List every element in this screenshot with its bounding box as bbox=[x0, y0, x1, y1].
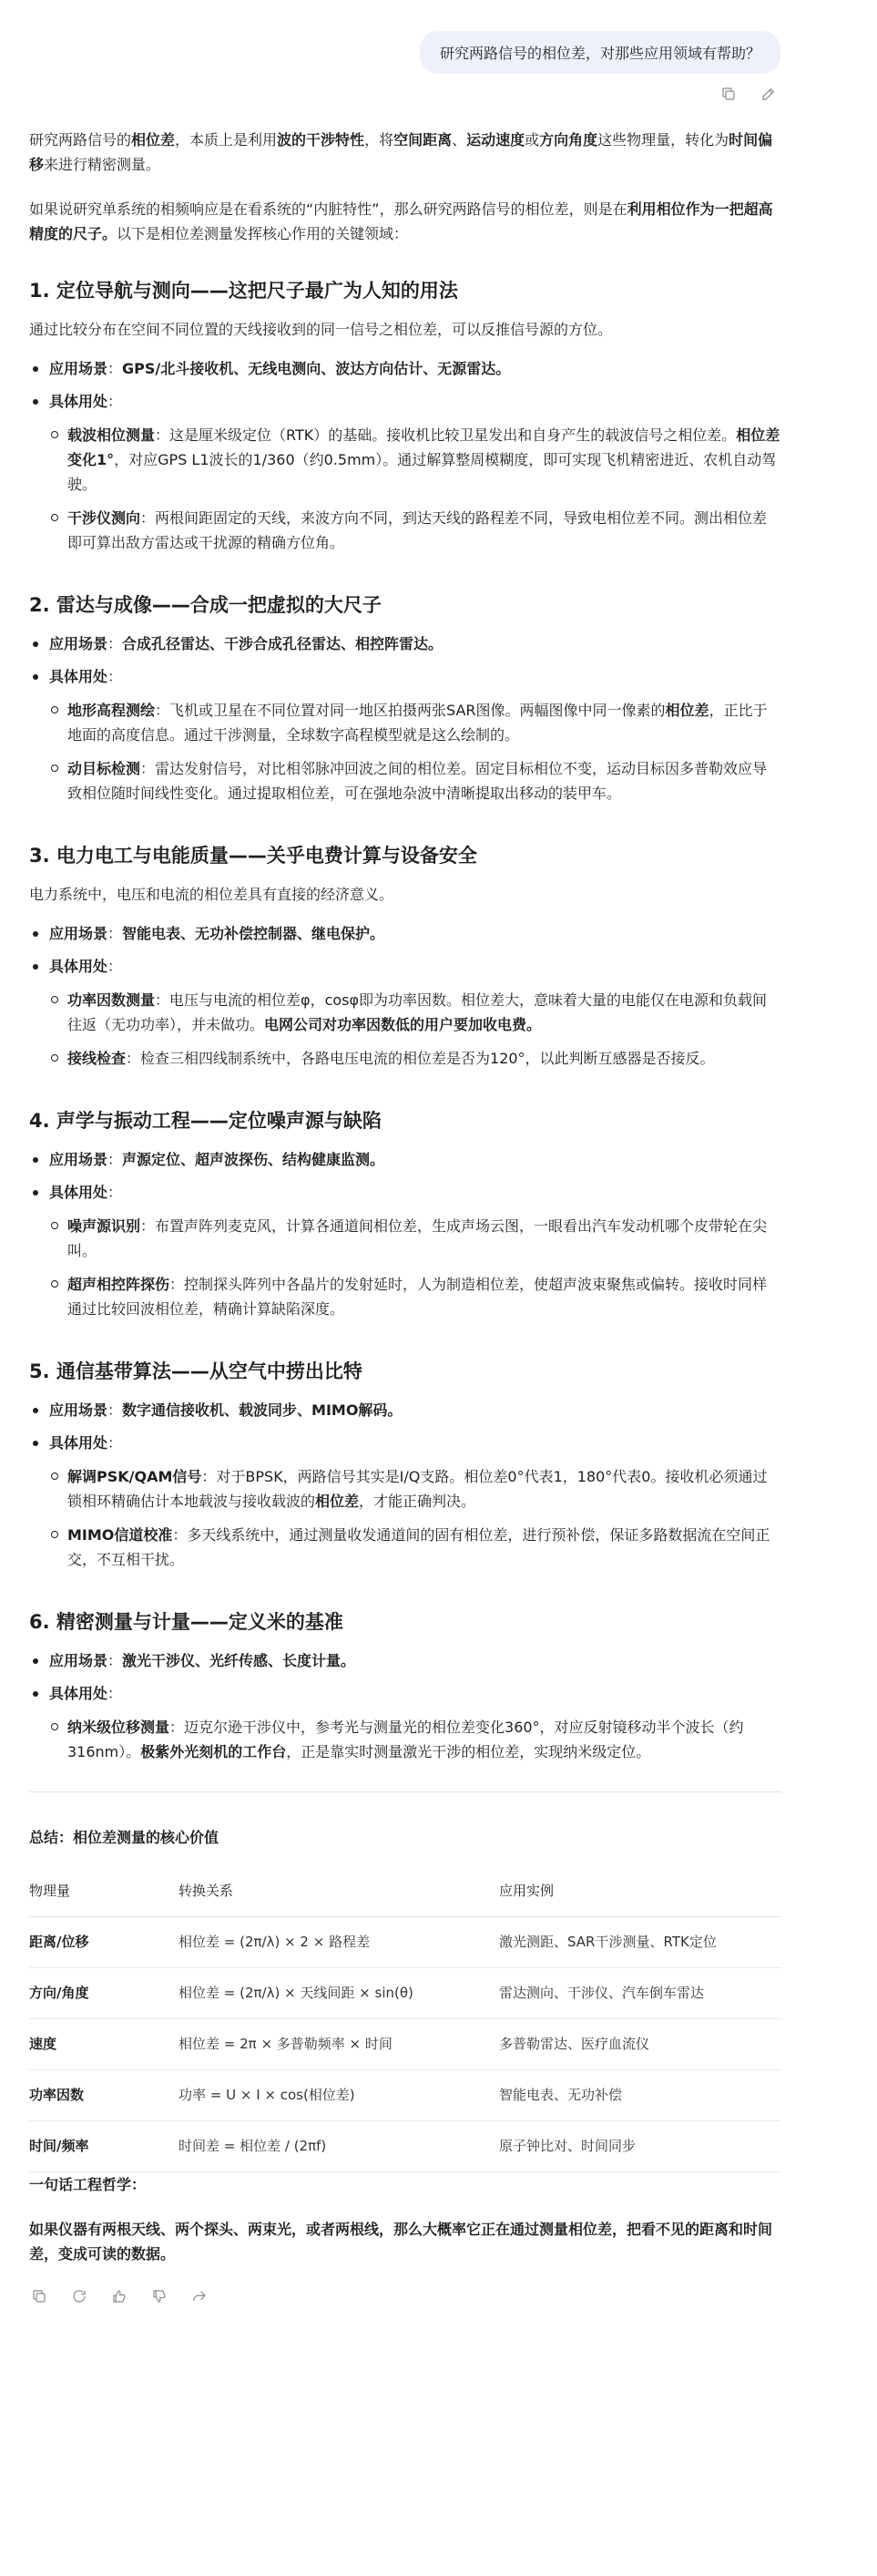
summary-header-cell: 物理量 bbox=[29, 1866, 178, 1917]
use-subitem bbox=[49, 1715, 781, 1764]
scene-label: 应用场景 bbox=[49, 1151, 108, 1168]
bold-text: 电网公司对功率因数低的用户要加收电费。 bbox=[264, 1016, 542, 1033]
bold-text: 超声相控阵探伤 bbox=[67, 1276, 170, 1293]
bold-text: 运动速度 bbox=[466, 131, 525, 149]
use-item bbox=[29, 1681, 781, 1764]
text-run: 或 bbox=[525, 131, 540, 149]
use-sublist bbox=[49, 988, 781, 1071]
scene-value: 声源定位、超声波探伤、结构健康监测。 bbox=[122, 1151, 385, 1168]
copy-icon[interactable] bbox=[719, 84, 739, 104]
bold-text: 时间偏移 bbox=[29, 131, 773, 173]
text-run: ：两根间距固定的天线，来波方向不同，到达天线的路程差不同，导致电相位差不同。测出相位差即可算出敌方雷达或干扰源的精确方位角。 bbox=[67, 509, 768, 551]
share-icon[interactable] bbox=[189, 2286, 209, 2306]
bold-text: MIMO信道校准 bbox=[67, 1526, 173, 1544]
text-run: ，正是靠实时测量激光干涉的相位差，实现纳米级定位。 bbox=[286, 1743, 651, 1760]
intro-paragraph bbox=[29, 128, 781, 177]
table-cell: 智能电表、无功补偿 bbox=[499, 2070, 781, 2121]
bold-text: 波的干涉特性 bbox=[277, 131, 365, 149]
use-subitem bbox=[49, 423, 781, 497]
text-run: ：这是厘米级定位（RTK）的基础。接收机比较卫星发出和自身产生的载波信号之相位差。 bbox=[155, 426, 737, 444]
table-cell: 距离/位移 bbox=[29, 1917, 178, 1968]
divider bbox=[29, 1791, 781, 1792]
bold-text: 接线检查 bbox=[67, 1050, 127, 1067]
bold-text: 相位差 bbox=[315, 1493, 360, 1510]
use-item bbox=[29, 1431, 781, 1572]
text-run: ：对于BPSK，两路信号其实是I/Q支路。相位差0°代表1，180°代表0。接收机必须通过锁相环精确估计本地载波与接收载波的 bbox=[67, 1468, 768, 1510]
use-label: 具体用处 bbox=[49, 1685, 108, 1702]
bold-text: 相位差 bbox=[131, 131, 176, 149]
use-subitem bbox=[49, 756, 781, 806]
summary-table-body bbox=[29, 1917, 781, 2172]
use-sublist bbox=[49, 1464, 781, 1572]
use-item bbox=[29, 1180, 781, 1321]
summary-header-row bbox=[29, 1866, 781, 1917]
scene-value: GPS/北斗接收机、无线电测向、波达方向估计、无源雷达。 bbox=[122, 360, 511, 377]
scene-value: 合成孔径雷达、干涉合成孔径雷达、相控阵雷达。 bbox=[122, 635, 444, 652]
section-list bbox=[29, 1398, 781, 1572]
scene-item bbox=[29, 1648, 781, 1673]
section-list bbox=[29, 921, 781, 1071]
bold-text: 方向角度 bbox=[539, 131, 598, 149]
use-subitem bbox=[49, 698, 781, 747]
section-heading: 4. 声学与振动工程——定位噪声源与缺陷 bbox=[29, 1110, 382, 1132]
use-label: 具体用处 bbox=[49, 1184, 108, 1201]
use-label: 具体用处 bbox=[49, 958, 108, 975]
summary-table-head bbox=[29, 1866, 781, 1917]
use-subitem bbox=[49, 506, 781, 555]
table-cell: 相位差 = 2π × 多普勒频率 × 时间 bbox=[178, 2019, 499, 2070]
bold-text: 极紫外光刻机的工作台 bbox=[140, 1743, 287, 1760]
use-subitem bbox=[49, 1523, 781, 1572]
section-heading: 1. 定位导航与测向——这把尺子最广为人知的用法 bbox=[29, 280, 458, 302]
assistant-answer bbox=[29, 128, 781, 2306]
table-row bbox=[29, 2070, 781, 2121]
scene-label: 应用场景 bbox=[49, 635, 108, 652]
use-subitem bbox=[49, 988, 781, 1037]
table-cell: 多普勒雷达、医疗血流仪 bbox=[499, 2019, 781, 2070]
use-label: 具体用处 bbox=[49, 393, 108, 410]
table-cell: 速度 bbox=[29, 2019, 178, 2070]
text-run: ：迈克尔逊干涉仪中，参考光与测量光的相位差变化360°，对应反射镜移动半个波长（约316nm）。 bbox=[67, 1719, 744, 1760]
text-run: ，将 bbox=[364, 131, 394, 149]
use-label: 具体用处 bbox=[49, 1434, 108, 1452]
scene-colon: ： bbox=[107, 1401, 123, 1419]
use-sublist bbox=[49, 423, 781, 555]
text-run: ，本质上是利用 bbox=[175, 131, 278, 149]
thumbs-up-icon[interactable] bbox=[109, 2286, 129, 2306]
table-cell: 功率因数 bbox=[29, 2070, 178, 2121]
text-run: ，对应GPS L1波长的1/360（约0.5mm）。通过解算整周模糊度，即可实现飞机精密进近、农机自动驾驶。 bbox=[67, 451, 777, 493]
regenerate-icon[interactable] bbox=[69, 2286, 89, 2306]
copy-icon[interactable] bbox=[29, 2286, 49, 2306]
scene-colon: ： bbox=[107, 635, 123, 652]
text-run: ：布置声阵列麦克风，计算各通道间相位差，生成声场云图，一眼看出汽车发动机哪个皮带轮在尖叫。 bbox=[67, 1217, 768, 1259]
table-cell: 功率 = U × I × cos(相位差) bbox=[178, 2070, 499, 2121]
bold-text: 纳米级位移测量 bbox=[67, 1719, 170, 1736]
scene-item bbox=[29, 921, 781, 946]
use-subitem bbox=[49, 1464, 781, 1514]
scene-colon: ： bbox=[107, 1151, 123, 1168]
text-run: ：飞机或卫星在不同位置对同一地区拍摄两张SAR图像。两幅图像中同一像素的 bbox=[155, 702, 666, 719]
section-heading: 6. 精密测量与计量——定义米的基准 bbox=[29, 1611, 343, 1633]
user-message-bubble: 研究两路信号的相位差，对那些应用领域有帮助？ bbox=[420, 31, 780, 74]
use-item bbox=[29, 954, 781, 1071]
use-subitem bbox=[49, 1272, 781, 1321]
use-colon: ： bbox=[107, 393, 123, 410]
bold-text: 噪声源识别 bbox=[67, 1217, 141, 1235]
scene-label: 应用场景 bbox=[49, 1652, 108, 1669]
table-cell: 方向/角度 bbox=[29, 1968, 178, 2019]
bold-text: 动目标检测 bbox=[67, 760, 141, 777]
use-subitem bbox=[49, 1046, 781, 1071]
bold-text: 相位差变化1° bbox=[67, 426, 780, 468]
section-heading: 2. 雷达与成像——合成一把虚拟的大尺子 bbox=[29, 594, 382, 616]
table-cell: 雷达测向、干涉仪、汽车倒车雷达 bbox=[499, 1968, 781, 2019]
section-heading: 5. 通信基带算法——从空气中捞出比特 bbox=[29, 1360, 362, 1382]
use-subitem bbox=[49, 1214, 781, 1263]
scene-colon: ： bbox=[107, 1652, 123, 1669]
section-list bbox=[29, 356, 781, 555]
use-colon: ： bbox=[107, 1434, 123, 1452]
intro-paragraph-2 bbox=[29, 197, 781, 246]
table-cell: 时间差 = 相位差 / (2πf) bbox=[178, 2121, 499, 2172]
scene-item bbox=[29, 356, 781, 381]
scene-item bbox=[29, 1147, 781, 1172]
section-description: 电力系统中，电压和电流的相位差具有直接的经济意义。 bbox=[29, 886, 394, 903]
text-run: ，正比于地面的高度信息。通过干涉测量，全球数字高程模型就是这么绘制的。 bbox=[67, 702, 768, 744]
philosophy-body: 如果仪器有两根天线、两个探头、两束光，或者两根线，那么大概率它正在通过测量相位差，把看不见的距离和时间差，变成可读的数据。 bbox=[29, 2221, 773, 2263]
use-sublist bbox=[49, 1214, 781, 1321]
bold-text: 载波相位测量 bbox=[67, 426, 156, 444]
scene-colon: ： bbox=[107, 360, 123, 377]
bold-text: 功率因数测量 bbox=[67, 991, 156, 1009]
table-cell: 时间/频率 bbox=[29, 2121, 178, 2172]
use-item bbox=[29, 664, 781, 806]
scene-item bbox=[29, 631, 781, 656]
section-list bbox=[29, 631, 781, 806]
use-label: 具体用处 bbox=[49, 668, 108, 685]
scene-value: 数字通信接收机、载波同步、MIMO解码。 bbox=[122, 1401, 403, 1419]
scene-value: 智能电表、无功补偿控制器、继电保护。 bbox=[122, 925, 385, 942]
table-cell: 相位差 = (2π/λ) × 天线间距 × sin(θ) bbox=[178, 1968, 499, 2019]
answer-actions bbox=[29, 2286, 781, 2306]
bold-text: 空间距离 bbox=[393, 131, 453, 149]
scene-label: 应用场景 bbox=[49, 360, 108, 377]
table-row bbox=[29, 2121, 781, 2172]
user-message-actions bbox=[719, 84, 779, 104]
text-run: 、 bbox=[452, 131, 467, 149]
use-colon: ： bbox=[107, 1184, 123, 1201]
summary-header-cell: 转换关系 bbox=[178, 1866, 499, 1917]
text-run: 这些物理量，转化为 bbox=[597, 131, 729, 149]
text-run: ：检查三相四线制系统中，各路电压电流的相位差是否为120°，以此判断互感器是否接反。 bbox=[126, 1050, 715, 1067]
edit-icon[interactable] bbox=[759, 84, 779, 104]
table-row bbox=[29, 2019, 781, 2070]
text-run: ：多天线系统中，通过测量收发通道间的固有相位差，进行预补偿，保证多路数据流在空间正交，不互相干扰。 bbox=[67, 1526, 770, 1568]
scene-label: 应用场景 bbox=[49, 1401, 108, 1419]
bold-text: 干涉仪测向 bbox=[67, 509, 141, 527]
section-heading: 3. 电力电工与电能质量——关乎电费计算与设备安全 bbox=[29, 845, 477, 867]
use-colon: ： bbox=[107, 668, 123, 685]
section-description: 通过比较分布在空间不同位置的天线接收到的同一信号之相位差，可以反推信号源的方位。 bbox=[29, 321, 613, 338]
summary-table bbox=[29, 1866, 781, 2172]
text-run: 如果说研究单系统的相频响应是在看系统的“内脏特性”，那么研究两路信号的相位差，则是在 bbox=[29, 200, 627, 218]
section-list bbox=[29, 1147, 781, 1321]
bold-text: 相位差 bbox=[665, 702, 709, 719]
summary-header-cell: 应用实例 bbox=[499, 1866, 781, 1917]
user-message-row bbox=[420, 31, 780, 74]
table-row bbox=[29, 1917, 781, 1968]
table-row bbox=[29, 1968, 781, 2019]
text-run: 来进行精密测量。 bbox=[44, 156, 161, 173]
table-cell: 激光测距、SAR干涉测量、RTK定位 bbox=[499, 1917, 781, 1968]
use-sublist bbox=[49, 698, 781, 806]
bold-text: 利用相位作为一把超高精度的尺子。 bbox=[29, 200, 773, 242]
thumbs-down-icon[interactable] bbox=[149, 2286, 169, 2306]
section-list bbox=[29, 1648, 781, 1764]
table-cell: 相位差 = (2π/λ) × 2 × 路程差 bbox=[178, 1917, 499, 1968]
use-colon: ： bbox=[107, 1685, 123, 1702]
use-sublist bbox=[49, 1715, 781, 1764]
philosophy-heading: 一句话工程哲学： bbox=[29, 2176, 147, 2193]
scene-value: 激光干涉仪、光纤传感、长度计量。 bbox=[122, 1652, 356, 1669]
text-run: ：雷达发射信号，对比相邻脉冲回波之间的相位差。固定目标相位不变，运动目标因多普勒效应导致相位随时间线性变化。通过提取相位差，可在强地杂波中清晰提取出移动的装甲车。 bbox=[67, 760, 768, 802]
text-run: 以下是相位差测量发挥核心作用的关键领域： bbox=[117, 225, 409, 242]
scene-item bbox=[29, 1398, 781, 1422]
use-item bbox=[29, 389, 781, 555]
bold-text: 地形高程测绘 bbox=[67, 702, 156, 719]
scene-colon: ： bbox=[107, 925, 123, 942]
text-run: 研究两路信号的 bbox=[29, 131, 132, 149]
text-run: ：控制探头阵列中各晶片的发射延时，人为制造相位差，使超声波束聚焦或偏转。接收时同样通过比较回波相位差，精确计算缺陷深度。 bbox=[67, 1276, 768, 1318]
text-run: ，才能正确判决。 bbox=[359, 1493, 476, 1510]
text-run: ：电压与电流的相位差φ，cosφ即为功率因数。相位差大，意味着大量的电能仅在电源和负载间往返（无功功率），并未做功。 bbox=[67, 991, 768, 1033]
bold-text: 解调PSK/QAM信号 bbox=[67, 1468, 202, 1485]
summary-title: 总结：相位差测量的核心价值 bbox=[29, 1829, 219, 1846]
scene-label: 应用场景 bbox=[49, 925, 108, 942]
table-cell: 原子钟比对、时间同步 bbox=[499, 2121, 781, 2172]
use-colon: ： bbox=[107, 958, 123, 975]
